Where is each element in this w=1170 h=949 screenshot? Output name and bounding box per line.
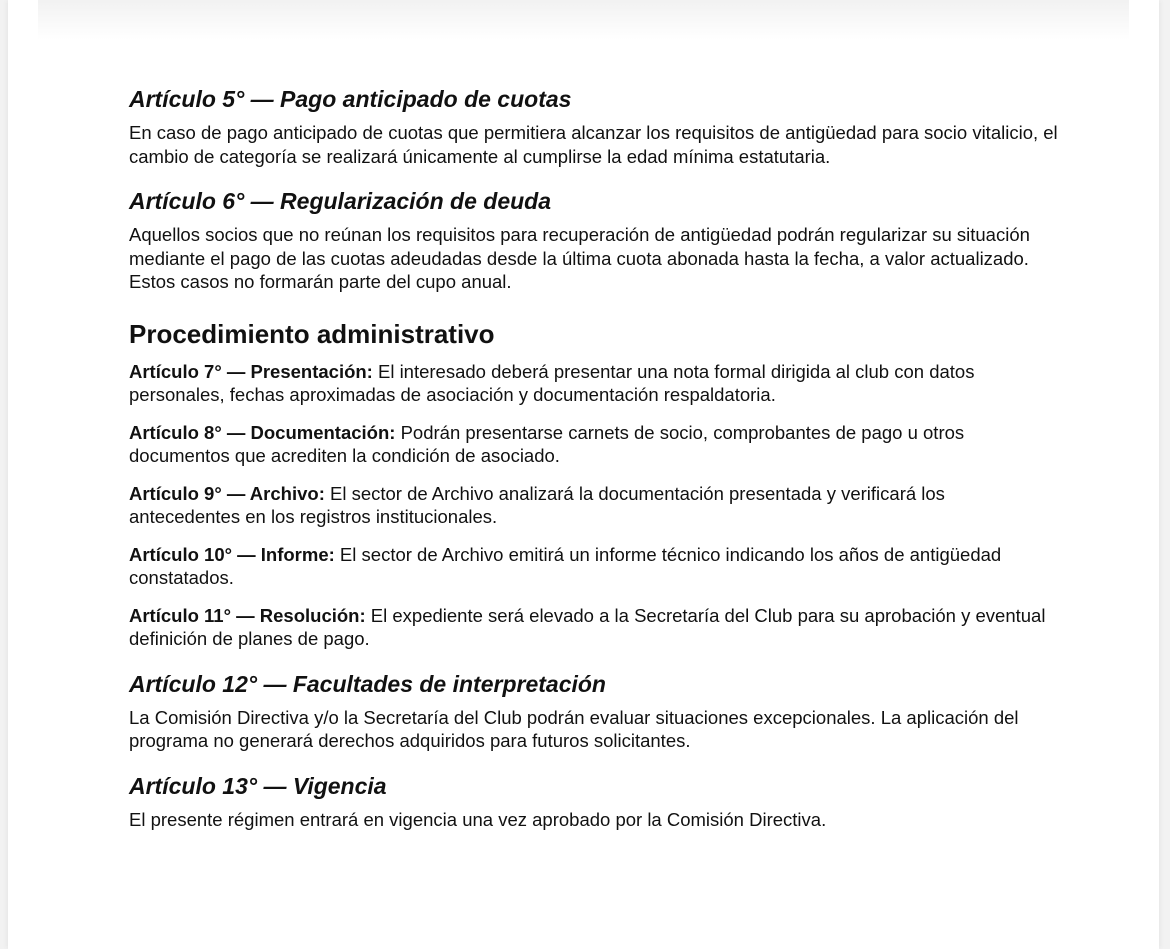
item-lead: Artículo 10° — Informe: xyxy=(129,543,335,565)
article-body: El presente régimen entrará en vigencia una vez aprobado por la Comisión Directiva. xyxy=(129,808,827,830)
article-12 xyxy=(129,669,1059,753)
item-text: El sector de Archivo analizará la documentación presentada y verificará los antecedentes en los registros institucionales. xyxy=(129,482,945,527)
article-body: Aquellos socios que no reúnan los requisitos para recuperación de antigüedad podrán regularizar su situación mediante el pago de las cuotas adeudadas desde la última cuota abonada hasta la fecha, a valor actualizado. Estos casos no formarán parte del cupo anual. xyxy=(129,224,1030,292)
article-13 xyxy=(129,771,1059,832)
item-lead: Artículo 11° — Resolución: xyxy=(129,604,366,626)
procedure-item xyxy=(129,482,1059,529)
item-lead: Artículo 7° — Presentación: xyxy=(129,360,373,382)
procedure-item xyxy=(129,360,1059,407)
item-text: El expediente será elevado a la Secretaría del Club para su aprobación y eventual definición de planes de pago. xyxy=(129,604,1046,649)
item-text: Podrán presentarse carnets de socio, comprobantes de pago u otros documentos que acrediten la condición de asociado. xyxy=(129,421,965,466)
article-6 xyxy=(129,186,1059,294)
page-top-shadow xyxy=(38,0,1129,40)
article-heading: Artículo 12° — Facultades de interpretación xyxy=(129,670,606,697)
article-body: En caso de pago anticipado de cuotas que permitiera alcanzar los requisitos de antigüedad para socio vitalicio, el cambio de categoría se realizará únicamente al cumplirse la edad mínima estatutaria. xyxy=(129,122,1058,167)
document-content xyxy=(129,84,1059,845)
item-lead: Artículo 8° — Documentación: xyxy=(129,421,396,443)
procedure-item xyxy=(129,604,1059,651)
item-text: El sector de Archivo emitirá un informe técnico indicando los años de antigüedad constatados. xyxy=(129,543,1002,588)
procedure-item xyxy=(129,543,1059,590)
article-heading: Artículo 6° — Regularización de deuda xyxy=(129,188,551,214)
article-body: La Comisión Directiva y/o la Secretaría del Club podrán evaluar situaciones excepcionales. La aplicación del programa no generará derechos adquiridos para futuros solicitantes. xyxy=(129,706,1019,751)
article-heading: Artículo 5° — Pago anticipado de cuotas xyxy=(129,86,572,112)
article-5 xyxy=(129,84,1059,168)
section-title: Procedimiento administrativo xyxy=(129,318,495,349)
item-lead: Artículo 9° — Archivo: xyxy=(129,482,325,504)
article-heading: Artículo 13° — Vigencia xyxy=(129,772,387,799)
procedure-item xyxy=(129,421,1059,468)
item-text: El interesado deberá presentar una nota formal dirigida al club con datos personales, fechas aproximadas de asociación y documentación respaldatoria. xyxy=(129,360,975,405)
document-page xyxy=(8,0,1159,949)
